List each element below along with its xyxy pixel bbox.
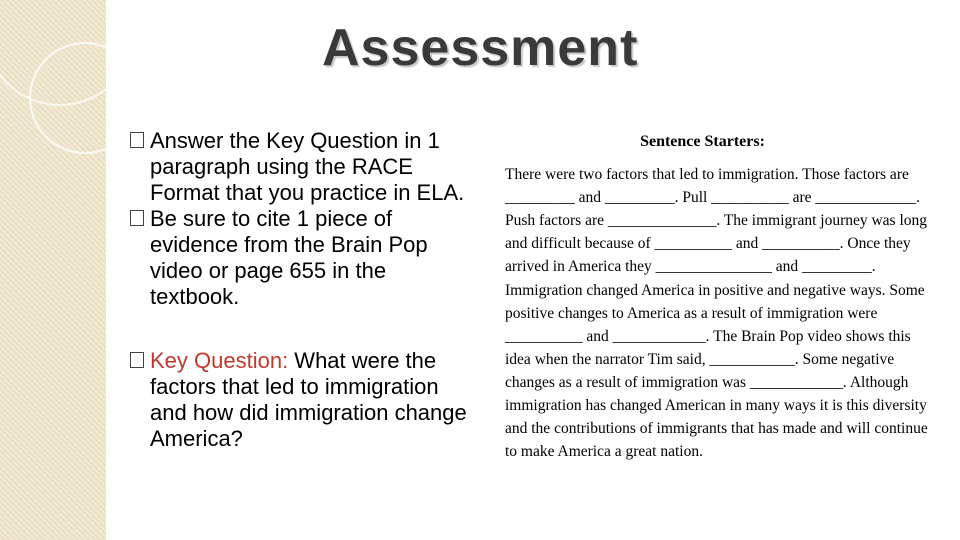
sentence-starters-body: There were two factors that led to immigration. Those factors are _________ and _________. Pull __________ are _____________. Push factors are ______________. The immigrant journey was long and difficult because of __________ and __________. Once they arrived in America they _______________ and _________. Immigration changed America in positive and negative ways. Some positive changes to America as a result of immigration were __________ and ____________. The Brain Pop video shows this idea when the narrator Tim said, ___________. Some negative changes as a result of immigration was ____________. Although immigration has changed American in many ways it is this diversity and the contributions of immigrants that has made and will continue to make America a great nation. [505,166,928,461]
sentence-starters-title: Sentence Starters: [640,133,765,150]
checkbox-bullet-icon [130,352,144,368]
page-title: Assessment [322,19,639,77]
bullet-answer [130,128,475,206]
decorative-side-strip [0,0,106,540]
bullet-key-question [130,348,475,452]
checkbox-bullet-icon [130,132,144,148]
bullet-cite [130,206,475,310]
checkbox-bullet-icon [130,210,144,226]
key-question-text: What were the factors that led to immigration and how did immigration change America? [150,348,467,451]
instructions [130,128,475,452]
sentence-starters [505,130,940,463]
bullet-text: Answer the Key Question in 1 paragraph using the RACE Format that you practice in ELA. [150,128,465,205]
bullet-text: Be sure to cite 1 piece of evidence from the Brain Pop video or page 655 in the textbook. [150,206,428,309]
key-question-label: Key Question: [150,348,289,373]
